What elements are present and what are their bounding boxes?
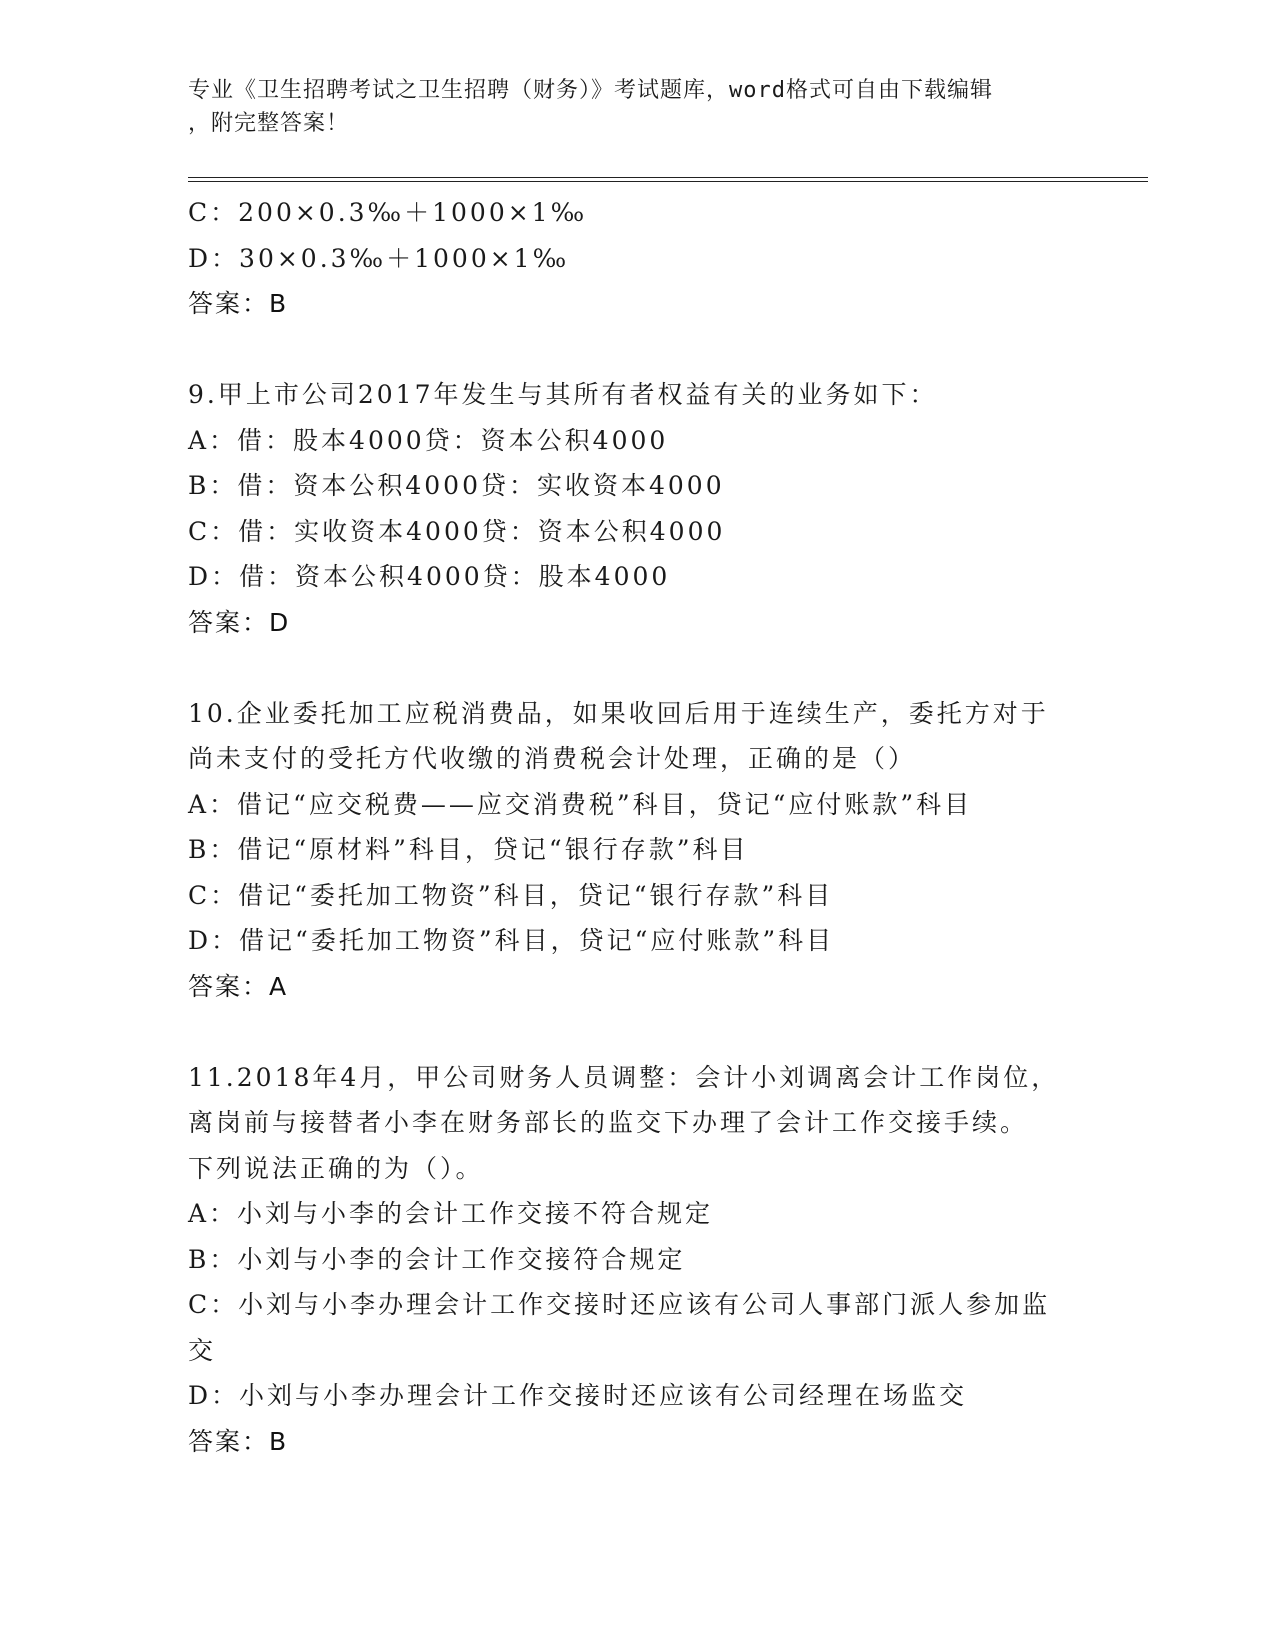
option-c: C：借记“委托加工物资”科目，贷记“银行存款”科目 — [188, 880, 834, 910]
option-d: D：借：资本公积4000贷：股本4000 — [188, 562, 671, 591]
option-d: D：小刘与小李办理会计工作交接时还应该有公司经理在场监交 — [188, 1381, 968, 1410]
question-stem-line-2: 离岗前与接替者小李在财务部长的监交下办理了会计工作交接手续。 — [188, 1108, 1029, 1137]
option-b: B：借：资本公积4000贷：实收资本4000 — [188, 471, 725, 500]
question-stem-line-3: 下列说法正确的为（）。 — [188, 1153, 484, 1183]
answer: 答案：B — [188, 1426, 289, 1456]
question-stem-line-2: 尚未支付的受托方代收缴的消费税会计处理，正确的是（） — [188, 744, 917, 773]
option-a: A：借：股本4000贷：资本公积4000 — [188, 425, 669, 455]
option-d: D：30×0.3‰＋1000×1‰ — [188, 243, 570, 273]
document-body — [188, 190, 1088, 1464]
spacer — [188, 1009, 1088, 1055]
question-stem-line-1: 10.企业委托加工应税消费品，如果收回后用于连续生产，委托方对于 — [188, 698, 1049, 728]
question-stem-line-1: 11.2018年4月，甲公司财务人员调整：会计小刘调离会计工作岗位， — [188, 1062, 1060, 1092]
question-11 — [188, 1055, 1088, 1465]
option-c-line-2: 交 — [188, 1335, 217, 1365]
spacer — [188, 645, 1088, 691]
question-8-tail — [188, 190, 1088, 327]
option-a: A：借记“应交税费——应交消费税”科目，贷记“应付账款”科目 — [188, 789, 973, 819]
spacer — [188, 327, 1088, 373]
header-line-2: ，附完整答案！ — [188, 111, 350, 136]
question-9 — [188, 372, 1088, 645]
option-d: D：借记“委托加工物资”科目，贷记“应付账款”科目 — [188, 926, 835, 955]
page-header — [188, 74, 1088, 140]
option-b: B：借记“原材料”科目，贷记“银行存款”科目 — [188, 835, 749, 864]
answer: 答案：A — [188, 971, 289, 1001]
option-a: A：小刘与小李的会计工作交接不符合规定 — [188, 1199, 714, 1228]
answer: 答案：D — [188, 607, 291, 637]
header-divider — [188, 177, 1148, 182]
option-c: C：200×0.3‰＋1000×1‰ — [188, 198, 588, 227]
question-10 — [188, 691, 1088, 1010]
header-line-1: 专业《卫生招聘考试之卫生招聘（财务）》考试题库，word格式可自由下载编辑 — [188, 78, 993, 103]
question-stem: 9.甲上市公司2017年发生与其所有者权益有关的业务如下： — [188, 380, 938, 409]
answer: 答案：B — [188, 289, 289, 318]
option-c: C：借：实收资本4000贷：资本公积4000 — [188, 516, 726, 546]
option-c-line-1: C：小刘与小李办理会计工作交接时还应该有公司人事部门派人参加监 — [188, 1290, 1051, 1319]
option-b: B：小刘与小李的会计工作交接符合规定 — [188, 1244, 686, 1274]
